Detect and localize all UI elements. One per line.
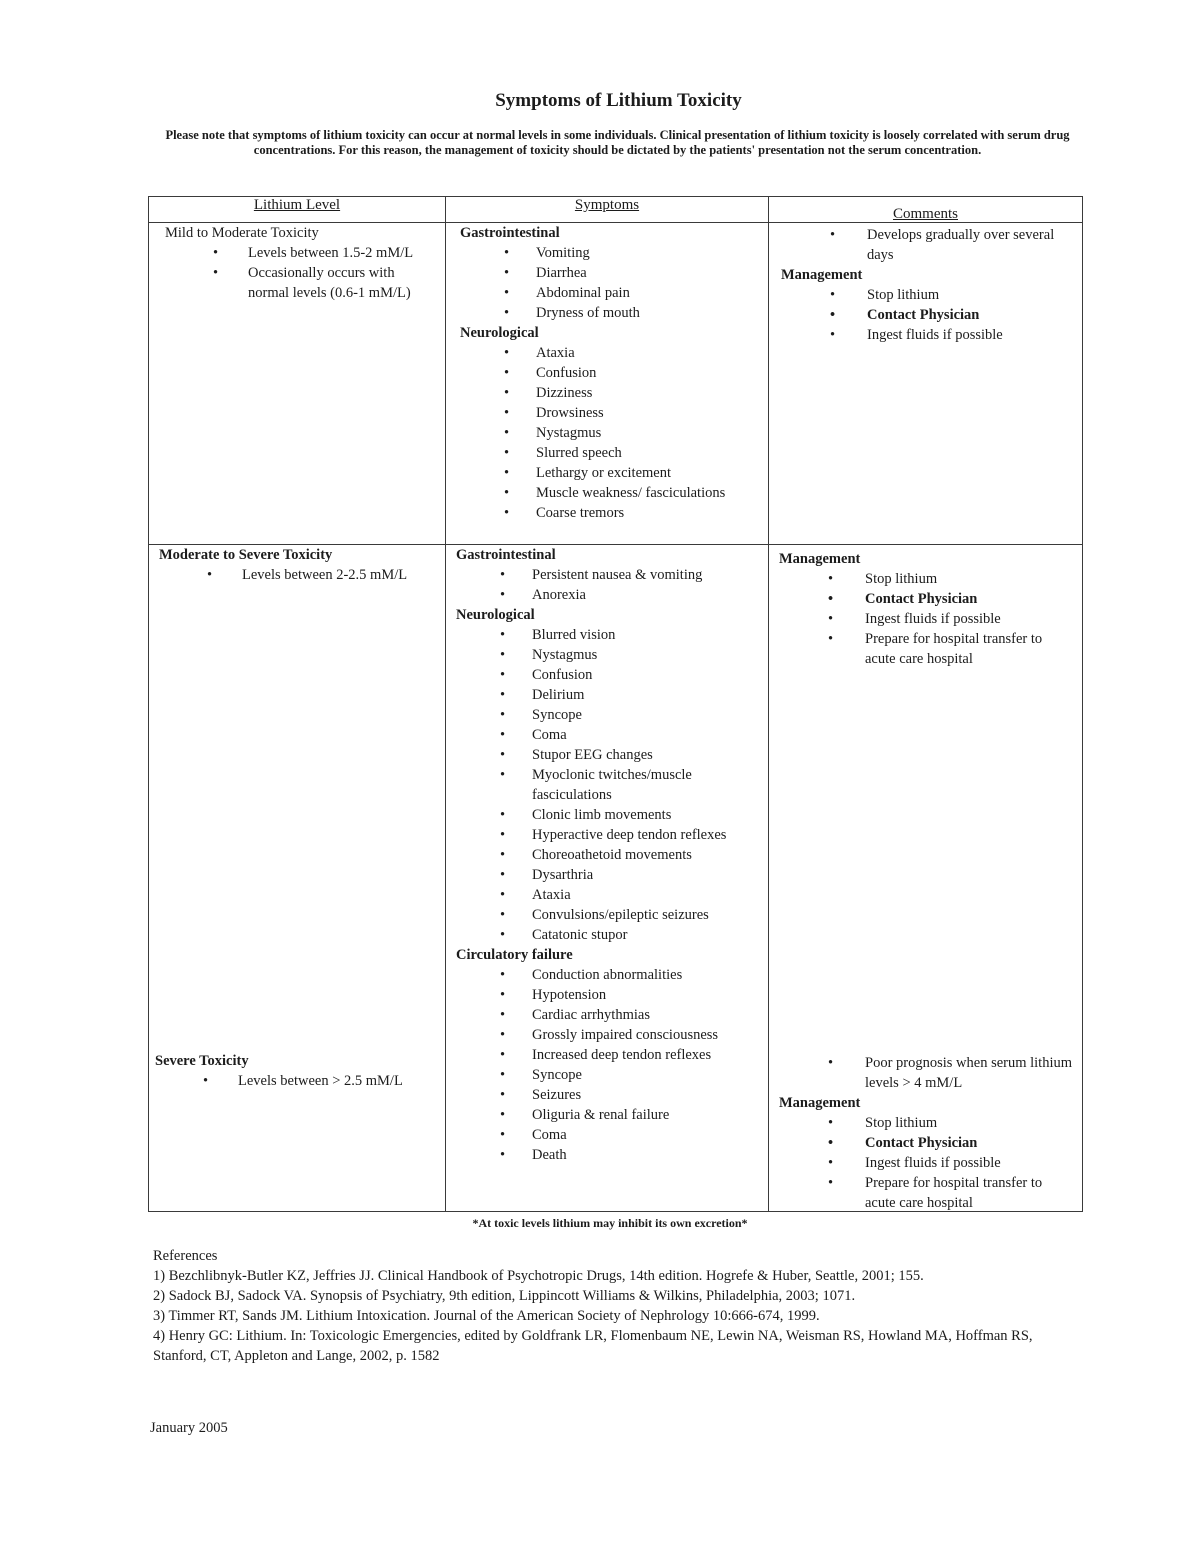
symptoms-cell-severe xyxy=(445,544,768,1212)
list-item: • Increased deep tendon reflexes xyxy=(456,1045,760,1065)
list-item: • Diarrhea xyxy=(460,263,760,283)
level-list xyxy=(165,243,439,303)
management-list xyxy=(779,1113,1074,1213)
comment-list xyxy=(779,1053,1074,1093)
level-cell-severe xyxy=(148,544,445,1212)
management-heading: Management xyxy=(781,267,863,283)
list-item: • Dysarthria xyxy=(456,865,760,885)
comments-cell-severe xyxy=(768,544,1083,1212)
symptom-list xyxy=(456,965,760,1165)
list-item: • Ingest fluids if possible xyxy=(779,1153,1074,1173)
list-item: • Coma xyxy=(456,1125,760,1145)
list-item: • Dryness of mouth xyxy=(460,303,760,323)
list-item: • Cardiac arrhythmias xyxy=(456,1005,760,1025)
list-item: • Syncope xyxy=(456,1065,760,1085)
list-item: • Choreoathetoid movements xyxy=(456,845,760,865)
severe-comments-block xyxy=(779,1053,1074,1213)
level-title: Moderate to Severe Toxicity xyxy=(159,547,333,563)
list-item: • Coma xyxy=(456,725,760,745)
list-item: • Stupor EEG changes xyxy=(456,745,760,765)
list-item: • Levels between 1.5-2 mM/L xyxy=(165,243,439,263)
list-item: • Contact Physician xyxy=(781,305,1074,325)
list-item: • Muscle weakness/ fasciculations xyxy=(460,483,760,503)
intro-note: Please note that symptoms of lithium toxicity can occur at normal levels in some individuals. Clinical presentation of lithium toxicity is loosely correlated with serum drug concentrations. For this reason, the management of toxicity should be dictated by the patients' presentation not the serum concentration. xyxy=(165,128,1070,157)
header-level: Lithium Level xyxy=(148,196,445,222)
list-item: • Lethargy or excitement xyxy=(460,463,760,483)
list-item: • Death xyxy=(456,1145,760,1165)
list-item: • Prepare for hospital transfer to acute care hospital xyxy=(779,1173,1074,1213)
list-item: • Delirium xyxy=(456,685,760,705)
list-item: • Nystagmus xyxy=(460,423,760,443)
list-item: • Clonic limb movements xyxy=(456,805,760,825)
comments-cell-mild xyxy=(768,222,1083,544)
list-item: • Convulsions/epileptic seizures xyxy=(456,905,760,925)
list-item: • Oliguria & renal failure xyxy=(456,1105,760,1125)
list-item: • Coarse tremors xyxy=(460,503,760,523)
symptom-list xyxy=(460,343,760,523)
section-heading: Circulatory failure xyxy=(456,947,573,963)
management-list xyxy=(779,569,1074,669)
list-item: • Vomiting xyxy=(460,243,760,263)
reference-item: 4) Henry GC: Lithium. In: Toxicologic Emergencies, edited by Goldfrank LR, Flomenbaum NE, Lewin NA, Weisman RS, Howland MA, Hoffman RS, Stanford, CT, Appleton and Lange, 2002, p. 1582 xyxy=(153,1328,1033,1364)
reference-item: 3) Timmer RT, Sands JM. Lithium Intoxication. Journal of the American Society of Nephrology 10:666-674, 1999. xyxy=(153,1308,820,1324)
list-item: • Levels between 2-2.5 mM/L xyxy=(159,565,439,585)
list-item: • Myoclonic twitches/muscle fasciculations xyxy=(456,765,760,805)
management-list xyxy=(781,285,1074,345)
list-item: • Persistent nausea & vomiting xyxy=(456,565,760,585)
list-item: • Syncope xyxy=(456,705,760,725)
list-item: • Drowsiness xyxy=(460,403,760,423)
symptom-list xyxy=(456,565,760,605)
list-item: • Ataxia xyxy=(456,885,760,905)
section-heading: Gastrointestinal xyxy=(460,225,560,241)
list-item: • Nystagmus xyxy=(456,645,760,665)
list-item: • Contact Physician xyxy=(779,589,1074,609)
list-item: • Catatonic stupor xyxy=(456,925,760,945)
list-item: • Contact Physician xyxy=(779,1133,1074,1153)
management-heading: Management xyxy=(779,551,861,567)
list-item: • Seizures xyxy=(456,1085,760,1105)
section-heading: Neurological xyxy=(460,325,539,341)
list-item: • Occasionally occurs with normal levels (0.6-1 mM/L) xyxy=(165,263,439,303)
list-item: • Abdominal pain xyxy=(460,283,760,303)
list-item: • Ingest fluids if possible xyxy=(781,325,1074,345)
level-title: Severe Toxicity xyxy=(155,1053,249,1069)
list-item: • Hypotension xyxy=(456,985,760,1005)
list-item: • Conduction abnormalities xyxy=(456,965,760,985)
list-item: • Blurred vision xyxy=(456,625,760,645)
comment-list xyxy=(781,225,1074,265)
level-list xyxy=(159,565,439,585)
list-item: • Poor prognosis when serum lithium levels > 4 mM/L xyxy=(779,1053,1074,1093)
list-item: • Develops gradually over several days xyxy=(781,225,1074,265)
list-item: • Stop lithium xyxy=(781,285,1074,305)
list-item: • Stop lithium xyxy=(779,569,1074,589)
list-item: • Grossly impaired consciousness xyxy=(456,1025,760,1045)
list-item: • Slurred speech xyxy=(460,443,760,463)
references-title: References xyxy=(153,1248,218,1264)
list-item: • Anorexia xyxy=(456,585,760,605)
footnote: *At toxic levels lithium may inhibit its own excretion* xyxy=(472,1216,748,1230)
list-item: • Prepare for hospital transfer to acute care hospital xyxy=(779,629,1074,669)
list-item: • Levels between > 2.5 mM/L xyxy=(155,1071,439,1091)
header-comments: Comments xyxy=(768,196,1083,222)
level-cell-mild xyxy=(148,222,445,544)
level-title: Mild to Moderate Toxicity xyxy=(165,225,319,241)
list-item: • Confusion xyxy=(456,665,760,685)
list-item: • Hyperactive deep tendon reflexes xyxy=(456,825,760,845)
severe-level-block xyxy=(155,1051,439,1091)
symptoms-cell-mild xyxy=(445,222,768,544)
document-date: January 2005 xyxy=(150,1420,228,1436)
list-item: • Stop lithium xyxy=(779,1113,1074,1133)
list-item: • Dizziness xyxy=(460,383,760,403)
section-heading: Neurological xyxy=(456,607,535,623)
management-heading: Management xyxy=(779,1095,861,1111)
section-heading: Gastrointestinal xyxy=(456,547,556,563)
references xyxy=(153,1246,1063,1366)
level-list xyxy=(155,1071,439,1091)
list-item: • Confusion xyxy=(460,363,760,383)
reference-item: 1) Bezchlibnyk-Butler KZ, Jeffries JJ. Clinical Handbook of Psychotropic Drugs, 14th edition. Hogrefe & Huber, Seattle, 2001; 155. xyxy=(153,1268,924,1284)
symptom-list xyxy=(460,243,760,323)
header-symptoms: Symptoms xyxy=(445,196,768,222)
reference-item: 2) Sadock BJ, Sadock VA. Synopsis of Psychiatry, 9th edition, Lippincott Williams & Wilkins, Philadelphia, 2003; 1071. xyxy=(153,1288,856,1304)
page-title: Symptoms of Lithium Toxicity xyxy=(495,90,742,111)
symptom-list xyxy=(456,625,760,945)
list-item: • Ataxia xyxy=(460,343,760,363)
list-item: • Ingest fluids if possible xyxy=(779,609,1074,629)
toxicity-table xyxy=(148,196,1083,1212)
